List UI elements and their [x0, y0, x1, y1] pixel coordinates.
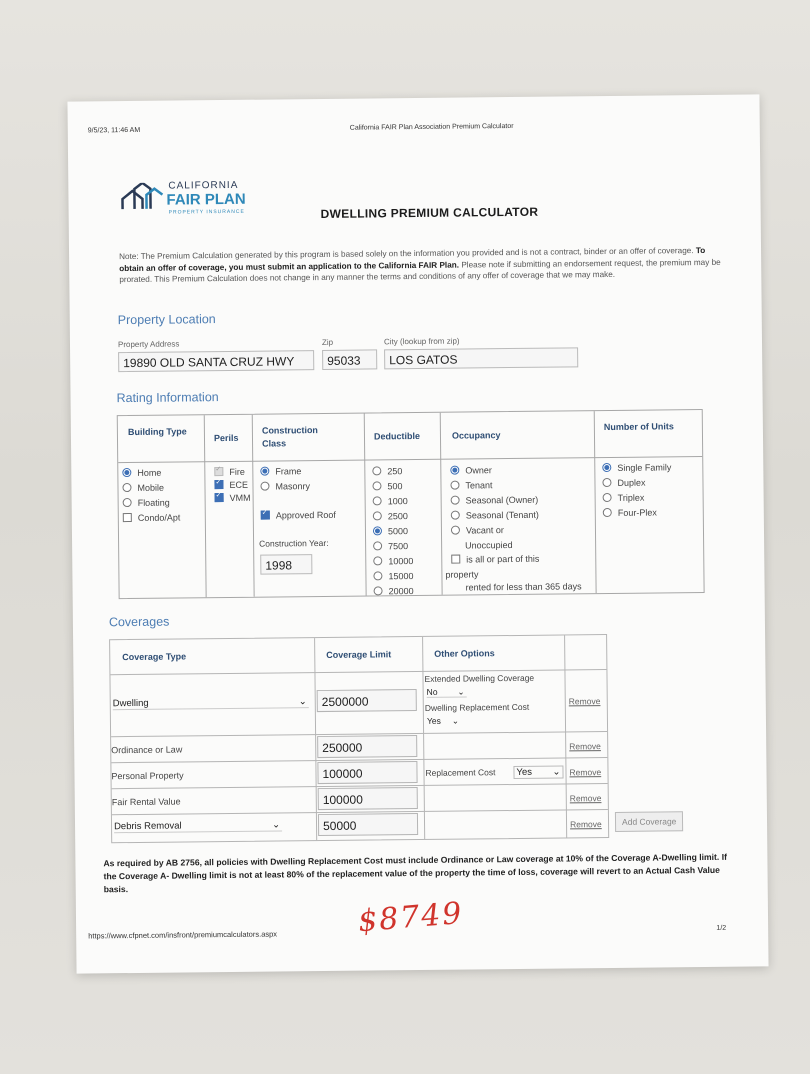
- calculator-printout: [67, 94, 768, 973]
- deductible-7500-radio[interactable]: 7500: [373, 541, 408, 551]
- coverage-limit-header: Coverage Limit: [326, 649, 392, 660]
- fair-rental-type-label: Fair Rental Value: [111, 796, 181, 808]
- extended-coverage-select[interactable]: No ⌄: [427, 686, 467, 697]
- remove-debris-link[interactable]: Remove: [569, 819, 602, 830]
- deductible-2500-radio[interactable]: 2500: [373, 511, 408, 521]
- deductible-15000-radio[interactable]: 15000: [373, 571, 413, 581]
- city-input[interactable]: LOS GATOS: [384, 347, 578, 369]
- chevron-down-icon: ⌄: [457, 686, 465, 697]
- units-header: Number of Units: [603, 421, 674, 433]
- remove-fair-rental-link[interactable]: Remove: [569, 793, 602, 804]
- city-label: City (lookup from zip): [383, 336, 460, 347]
- other-options-header: Other Options: [434, 648, 495, 659]
- perils-header: Perils: [213, 432, 239, 444]
- units-triplex-radio[interactable]: Triplex: [603, 493, 645, 503]
- construction-masonry-radio[interactable]: Masonry: [260, 481, 310, 492]
- address-label: Property Address: [117, 339, 180, 350]
- peril-ece-checkbox[interactable]: ✓ECE: [214, 480, 248, 490]
- dwelling-type-select[interactable]: Dwelling ⌄: [113, 696, 309, 710]
- print-datetime: 9/5/23, 11:46 AM: [87, 126, 141, 135]
- deductible-5000-radio[interactable]: 5000: [373, 526, 408, 536]
- chevron-down-icon: ⌄: [552, 766, 561, 778]
- building-condo-checkbox[interactable]: Condo/Apt: [123, 512, 181, 523]
- coverage-type-header: Coverage Type: [122, 651, 187, 663]
- peril-vmm-checkbox[interactable]: ✓VMM: [215, 493, 251, 503]
- building-type-header: Building Type: [127, 426, 187, 438]
- personal-replacement-cost-select[interactable]: Yes ⌄: [513, 765, 563, 779]
- personal-replacement-cost-label: Replacement Cost: [425, 767, 496, 778]
- address-input[interactable]: 19890 OLD SANTA CRUZ HWY: [118, 350, 314, 372]
- deductible-250-radio[interactable]: 250: [372, 466, 402, 476]
- zip-input[interactable]: 95033: [322, 349, 377, 370]
- units-duplex-radio[interactable]: Duplex: [602, 478, 645, 488]
- remove-ordinance-link[interactable]: Remove: [569, 741, 601, 752]
- building-home-radio[interactable]: Home: [122, 468, 161, 478]
- chevron-down-icon: ⌄: [298, 696, 307, 708]
- construction-frame-radio[interactable]: Frame: [260, 466, 301, 476]
- deductible-10000-radio[interactable]: 10000: [373, 556, 413, 566]
- building-floating-radio[interactable]: Floating: [123, 498, 170, 508]
- debris-type-select[interactable]: Debris Removal ⌄: [114, 819, 282, 833]
- ordinance-limit-input[interactable]: 250000: [317, 735, 417, 758]
- rented-label-line2: property: [445, 569, 479, 580]
- chevron-down-icon: ⌄: [272, 819, 281, 831]
- zip-label: Zip: [321, 337, 334, 347]
- occupancy-seasonal-owner-radio[interactable]: Seasonal (Owner): [451, 495, 539, 506]
- deductible-500-radio[interactable]: 500: [372, 481, 402, 491]
- personal-property-limit-input[interactable]: 100000: [317, 761, 417, 784]
- units-fourplex-radio[interactable]: Four-Plex: [603, 507, 657, 518]
- occupancy-vacant-label-line2: Unoccupied: [465, 540, 513, 551]
- remove-dwelling-link[interactable]: Remove: [568, 696, 601, 707]
- dwelling-limit-input[interactable]: 2500000: [317, 689, 417, 712]
- page-title: DWELLING PREMIUM CALCULATOR: [320, 204, 539, 222]
- approved-roof-checkbox[interactable]: ✓Approved Roof: [261, 510, 336, 521]
- house-logo-icon: [120, 183, 164, 213]
- occupancy-owner-radio[interactable]: Owner: [450, 465, 492, 475]
- construction-year-input[interactable]: 1998: [260, 554, 312, 575]
- logo-line-california: CALIFORNIA: [168, 179, 239, 192]
- occupancy-seasonal-tenant-radio[interactable]: Seasonal (Tenant): [451, 510, 539, 521]
- personal-property-type-label: Personal Property: [111, 770, 184, 782]
- construction-class-header: Construction Class: [261, 425, 318, 449]
- california-fair-plan-logo: [120, 178, 250, 219]
- extended-coverage-label: Extended Dwelling Coverage: [424, 672, 535, 684]
- peril-fire-checkbox[interactable]: ✓Fire: [214, 467, 245, 477]
- replacement-cost-label: Dwelling Replacement Cost: [424, 701, 530, 713]
- logo-line-fair-plan: FAIR PLAN: [166, 190, 246, 209]
- occupancy-header: Occupancy: [451, 430, 501, 441]
- deductible-1000-radio[interactable]: 1000: [373, 496, 408, 506]
- coverages-table: [109, 634, 609, 843]
- add-coverage-button[interactable]: Add Coverage: [615, 811, 684, 832]
- occupancy-vacant-radio[interactable]: Vacant or: [451, 525, 504, 536]
- building-mobile-radio[interactable]: Mobile: [122, 483, 164, 493]
- rating-table: [117, 409, 705, 599]
- ordinance-type-label: Ordinance or Law: [111, 744, 183, 756]
- remove-personal-property-link[interactable]: Remove: [569, 767, 602, 778]
- logo-line-property-insurance: PROPERTY INSURANCE: [168, 208, 245, 216]
- print-url: https://www.cfpnet.com/insfront/premiumcalculators.aspx: [88, 929, 278, 941]
- print-page-number: 1/2: [716, 924, 727, 932]
- print-page-title: California FAIR Plan Association Premium Calculator: [349, 122, 514, 132]
- rented-label-line3: rented for less than 365 days: [465, 581, 582, 593]
- property-location-heading: Property Location: [117, 312, 216, 328]
- occupancy-tenant-radio[interactable]: Tenant: [450, 480, 492, 490]
- chevron-down-icon: ⌄: [451, 715, 460, 726]
- deductible-header: Deductible: [373, 430, 421, 442]
- ab2756-disclaimer: As required by AB 2756, all policies with Dwelling Replacement Cost must include Ordinance or Law coverage at 10% of the Coverage A-Dwelling limit. If the Coverage A- Dwelling limit is not at least 80% of the replacement value of the property the time of loss, coverage will revert to an Actual Cash Value basis.: [103, 851, 727, 895]
- disclaimer-note: Note: The Premium Calculation generated by this program is based solely on the information you provided and is not a contract, binder or an offer of coverage. To obtain an offer of coverage, you must submit an application to the California FAIR Plan. Please note if submitting an endorsement request, the premium may be prorated. This Premium Calculation does not change in any manner the terms and conditions of any offer of coverage that we may make.: [119, 245, 721, 285]
- replacement-cost-select[interactable]: Yes ⌄: [426, 715, 460, 726]
- fair-rental-limit-input[interactable]: 100000: [318, 787, 418, 810]
- deductible-20000-radio[interactable]: 20000: [374, 586, 414, 596]
- debris-limit-input[interactable]: 50000: [318, 813, 418, 836]
- coverages-heading: Coverages: [108, 614, 170, 630]
- rating-information-heading: Rating Information: [116, 390, 219, 406]
- units-single-family-radio[interactable]: Single Family: [602, 462, 671, 473]
- construction-year-label: Construction Year:: [259, 537, 329, 549]
- handwritten-premium: $8749: [356, 895, 465, 940]
- rented-checkbox[interactable]: is all or part of this: [451, 554, 539, 565]
